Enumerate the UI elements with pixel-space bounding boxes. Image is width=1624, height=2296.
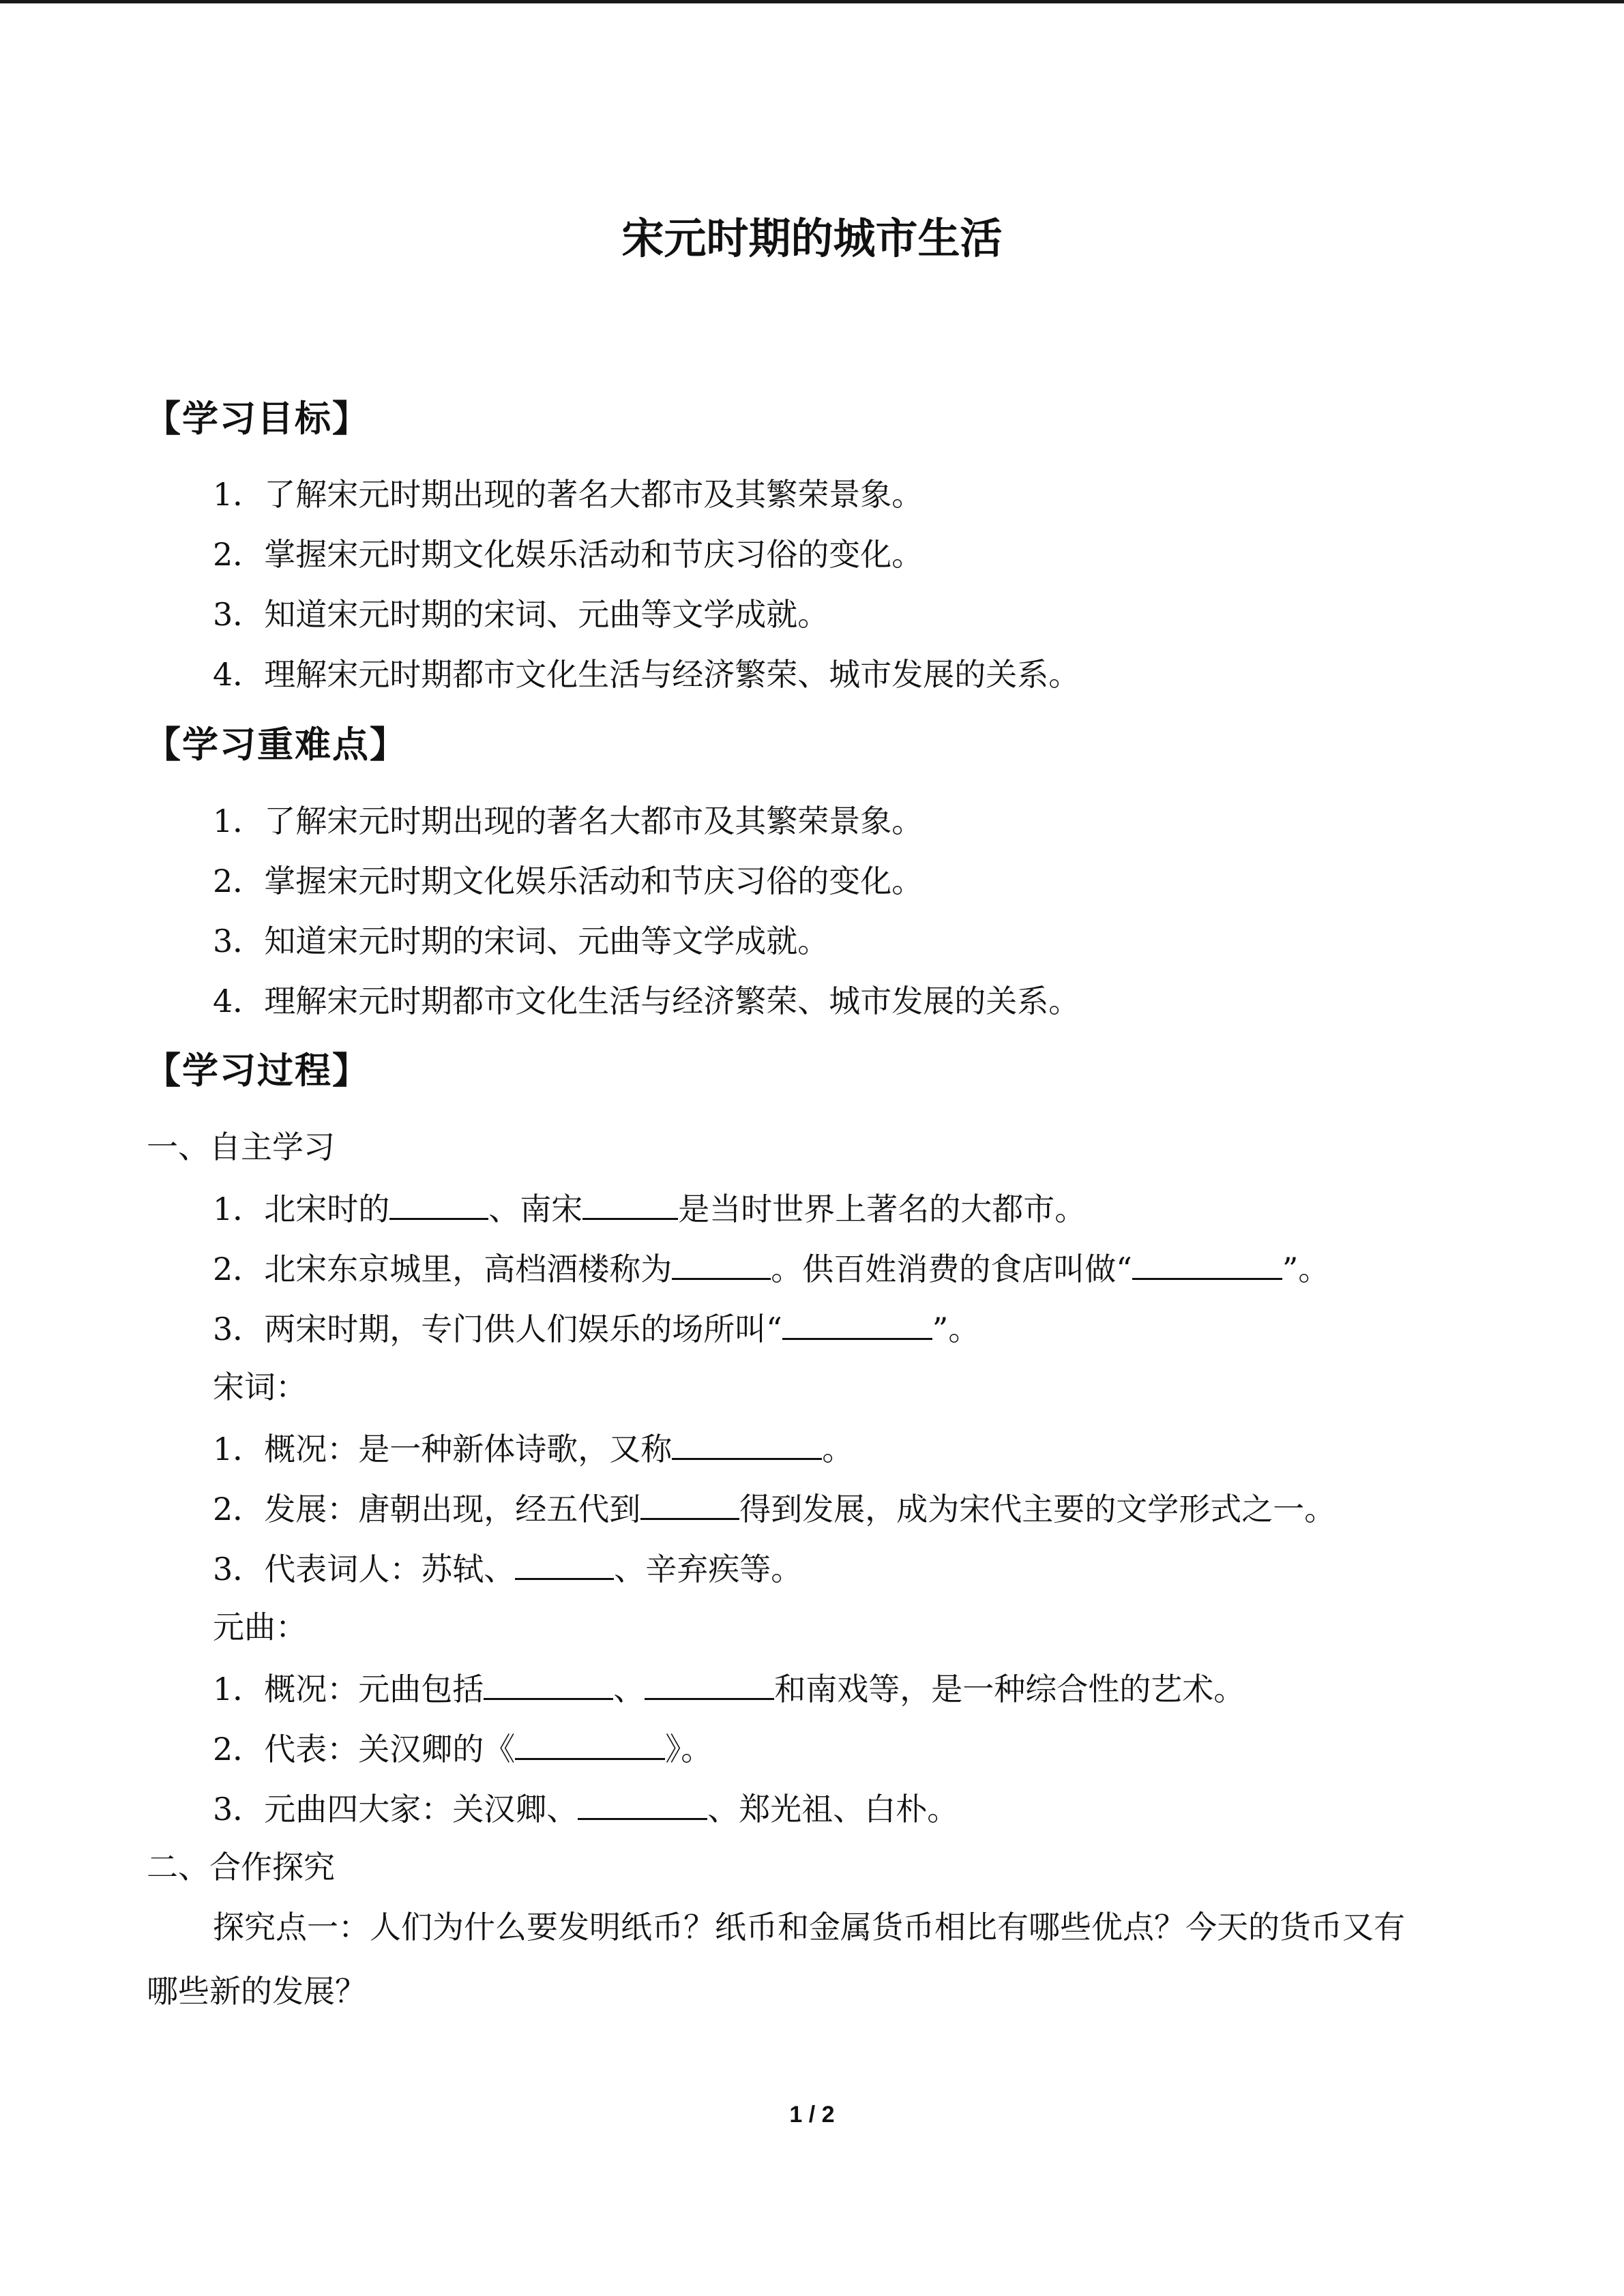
answer-blank[interactable] bbox=[1132, 1247, 1282, 1280]
section-heading-key-points: 【学习重难点】 bbox=[145, 724, 407, 766]
answer-blank[interactable] bbox=[578, 1787, 707, 1820]
songci-item-3: 3．代表词人：苏轼、 、辛弃疾等。 bbox=[213, 1547, 802, 1590]
page-title: 宋元时期的城市生活 bbox=[621, 213, 1003, 263]
answer-blank[interactable] bbox=[484, 1667, 613, 1700]
answer-blank[interactable] bbox=[515, 1727, 665, 1760]
answer-blank[interactable] bbox=[582, 1187, 678, 1220]
yuanqu-item-1: 1．概况：元曲包括 、 和南戏等，是一种综合性的艺术。 bbox=[213, 1667, 1245, 1710]
answer-blank[interactable] bbox=[672, 1247, 771, 1280]
question-2: 2．北宋东京城里，高档酒楼称为 。供百姓消费的食店叫做“ ”。 bbox=[213, 1247, 1329, 1289]
answer-blank[interactable] bbox=[645, 1667, 774, 1700]
songci-item-2: 2．发展：唐朝出现，经五代到 得到发展，成为宋代主要的文学形式之一。 bbox=[213, 1487, 1335, 1530]
yuanqu-item-3: 3．元曲四大家：关汉卿、 、郑光祖、白朴。 bbox=[213, 1787, 958, 1830]
goal-item-3: 3．知道宋元时期的宋词、元曲等文学成就。 bbox=[213, 596, 829, 633]
goal-item-4: 4．理解宋元时期都市文化生活与经济繁荣、城市发展的关系。 bbox=[213, 656, 1080, 693]
part2-heading: 二、合作探究 bbox=[147, 1849, 335, 1885]
answer-blank[interactable] bbox=[515, 1547, 614, 1580]
section-heading-process: 【学习过程】 bbox=[145, 1050, 370, 1092]
section-heading-goals: 【学习目标】 bbox=[145, 398, 370, 440]
top-border-line bbox=[0, 0, 1624, 3]
key-point-item-4: 4．理解宋元时期都市文化生活与经济繁荣、城市发展的关系。 bbox=[213, 983, 1080, 1019]
explore-point-1-line2: 哪些新的发展？ bbox=[147, 1973, 366, 2010]
songci-item-1: 1．概况：是一种新体诗歌，又称 。 bbox=[213, 1427, 853, 1470]
goal-item-2: 2．掌握宋元时期文化娱乐活动和节庆习俗的变化。 bbox=[213, 536, 924, 573]
answer-blank[interactable] bbox=[672, 1427, 822, 1460]
goal-item-1: 1．了解宋元时期出现的著名大都市及其繁荣景象。 bbox=[213, 476, 924, 513]
yuanqu-item-2: 2．代表：关汉卿的《 》。 bbox=[213, 1727, 712, 1770]
question-1: 1．北宋时的 、南宋 是当时世界上著名的大都市。 bbox=[213, 1187, 1086, 1229]
key-point-item-3: 3．知道宋元时期的宋词、元曲等文学成就。 bbox=[213, 923, 829, 959]
part1-heading: 一、自主学习 bbox=[147, 1129, 335, 1165]
answer-blank[interactable] bbox=[782, 1307, 932, 1340]
answer-blank[interactable] bbox=[389, 1187, 488, 1220]
explore-point-1-line1: 探究点一：人们为什么要发明纸币？纸币和金属货币相比有哪些优点？今天的货币又有 bbox=[213, 1909, 1405, 1945]
key-point-item-1: 1．了解宋元时期出现的著名大都市及其繁荣景象。 bbox=[213, 803, 924, 839]
key-point-item-2: 2．掌握宋元时期文化娱乐活动和节庆习俗的变化。 bbox=[213, 863, 924, 899]
page-number: 1 / 2 bbox=[789, 2102, 835, 2128]
question-3: 3．两宋时期，专门供人们娱乐的场所叫“ ”。 bbox=[213, 1307, 979, 1350]
answer-blank[interactable] bbox=[640, 1487, 739, 1520]
songci-label: 宋词： bbox=[213, 1369, 307, 1405]
yuanqu-label: 元曲： bbox=[213, 1609, 307, 1645]
